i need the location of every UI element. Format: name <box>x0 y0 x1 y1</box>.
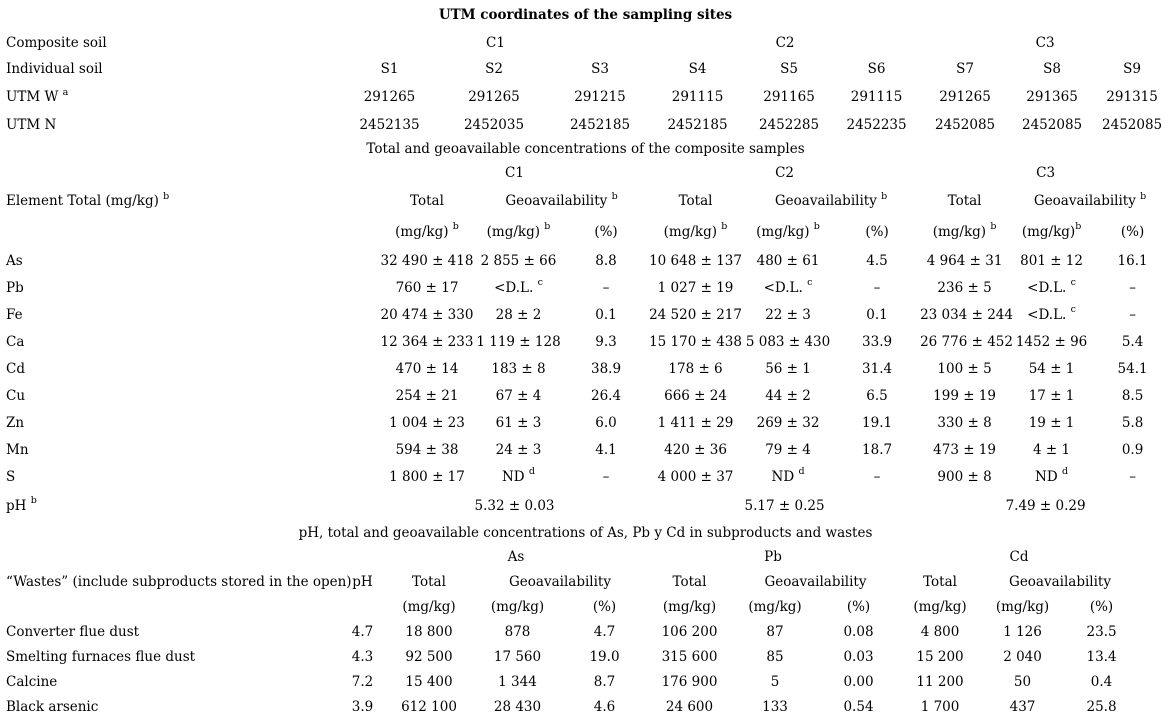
value-cell: 760 ± 17 <box>395 279 459 296</box>
value-cell: 2 040 <box>1003 648 1042 665</box>
value-cell: 6.5 <box>866 387 888 404</box>
value-cell: 4 964 ± 31 <box>926 252 1003 269</box>
value-cell: 10 648 ± 137 <box>649 252 742 269</box>
value-cell: 254 ± 21 <box>395 387 459 404</box>
value-cell: 15 170 ± 438 <box>649 333 742 350</box>
individual-soil-row <box>0 56 1171 82</box>
value-cell: 16.1 <box>1117 252 1148 269</box>
value-cell: 13.4 <box>1086 648 1117 665</box>
value-cell: S3 <box>591 61 609 77</box>
utm-coordinates-table <box>0 30 1171 138</box>
value-cell: S4 <box>688 61 707 77</box>
element-row-mn <box>0 436 1171 463</box>
value-cell: 8.8 <box>595 252 617 269</box>
value-cell: 236 ± 5 <box>937 279 992 296</box>
footnote-marker: c <box>1070 304 1076 315</box>
group-header-cell: Geoavailability <box>509 574 611 590</box>
value-cell: (mg/kg) $^b$ <box>756 221 820 240</box>
value-cell: 291115 <box>850 89 903 105</box>
value-cell: 4 ± 1 <box>1033 441 1071 458</box>
value-cell: 473 ± 19 <box>933 441 996 458</box>
footnote-marker: b <box>611 190 618 202</box>
value-cell: 79 ± 4 <box>765 441 811 458</box>
value-cell: 2452135 <box>359 117 420 133</box>
group-header-cell: C3 <box>1035 35 1055 51</box>
group-header-cell: Geoavailability <box>1009 574 1111 590</box>
utm-n-row <box>0 112 1171 138</box>
value-cell: 178 ± 6 <box>668 360 723 377</box>
footnote-marker: d <box>1061 466 1069 477</box>
row-label: S <box>6 468 16 485</box>
value-cell: 330 ± 8 <box>937 414 992 431</box>
value-cell: 54 ± 1 <box>1028 360 1075 377</box>
waste-row-converter-flue-dust <box>0 619 1139 644</box>
value-cell: 2452185 <box>667 117 728 133</box>
value-cell: 1 119 ± 128 <box>476 333 561 350</box>
group-header-cell: Geoavailability $^b$ <box>1033 190 1147 209</box>
value-cell: (%) <box>1089 599 1114 615</box>
value-cell: ND $^d$ <box>501 466 536 485</box>
row-label: Individual soil <box>6 61 103 77</box>
footnote-marker: b <box>990 221 997 232</box>
value-cell: S5 <box>780 61 798 77</box>
value-cell: 4 000 ± 37 <box>657 468 734 485</box>
value-cell: <D.L. $^c$ <box>763 277 813 296</box>
utm-table-title: UTM coordinates of the sampling sites <box>438 7 733 23</box>
value-cell: (mg/kg) <box>748 599 802 615</box>
value-cell: Total <box>923 574 957 590</box>
value-cell: 199 ± 19 <box>933 387 996 404</box>
value-cell: 0.54 <box>843 698 874 715</box>
value-cell: 11 200 <box>916 673 964 690</box>
unit-header-row <box>0 216 1171 247</box>
value-cell: (mg/kg) $^b$ <box>663 221 728 240</box>
value-cell: 480 ± 61 <box>756 252 820 269</box>
value-cell: 9.3 <box>595 333 617 350</box>
waste-row-black-arsenic <box>0 694 1139 719</box>
row-label <box>0 545 340 569</box>
value-cell: (mg/kg) $^b$ <box>395 221 459 240</box>
value-cell: 50 <box>1013 673 1032 690</box>
value-cell: 291265 <box>939 89 991 105</box>
value-cell: 87 <box>766 623 784 640</box>
value-cell: (%) <box>865 223 889 240</box>
footnote-marker: d <box>528 466 536 477</box>
value-cell: 878 <box>504 623 531 640</box>
element-row-cu <box>0 382 1171 409</box>
value-cell: (%) <box>1120 223 1145 240</box>
value-cell: 85 <box>766 648 784 665</box>
row-label: Element Total (mg/kg) $^b$ <box>6 190 170 209</box>
value-cell: 0.9 <box>1121 441 1144 458</box>
composite-table-section <box>0 138 1171 521</box>
value-cell: 4.6 <box>593 698 616 715</box>
value-cell: (mg/kg) <box>995 599 1050 615</box>
element-row-fe <box>0 301 1171 328</box>
value-cell: 269 ± 32 <box>756 414 820 431</box>
value-cell: 315 600 <box>661 648 718 665</box>
value-cell: 1 800 ± 17 <box>389 468 465 485</box>
footnote-marker: b <box>452 221 459 232</box>
footnote-marker: b <box>163 190 170 202</box>
value-cell: 133 <box>762 698 788 715</box>
value-cell: <D.L. $^c$ <box>1027 277 1076 296</box>
row-label: pH $^b$ <box>6 495 37 514</box>
value-cell: 12 364 ± 233 <box>380 333 474 350</box>
value-cell: <D.L. $^c$ <box>1027 304 1076 323</box>
value-cell: 594 ± 38 <box>395 441 459 458</box>
value-cell: ND $^d$ <box>771 466 805 485</box>
composite-concentrations-table <box>0 160 1171 521</box>
value-cell: 291265 <box>363 89 416 105</box>
value-cell: S1 <box>380 61 399 77</box>
value-cell: 2 855 ± 66 <box>480 252 557 269</box>
value-cell: 0.4 <box>1090 673 1113 690</box>
value-cell: 61 ± 3 <box>495 414 542 431</box>
element-row-zn <box>0 409 1171 436</box>
value-cell: 25.8 <box>1086 698 1117 715</box>
value-cell: (mg/kg) <box>913 599 967 615</box>
value-cell: 6.0 <box>595 414 617 431</box>
value-cell: Total <box>410 193 444 209</box>
value-cell: S2 <box>485 61 503 77</box>
group-header-cell: 5.32 ± 0.03 <box>474 497 555 514</box>
row-label: Fe <box>6 306 23 323</box>
value-cell: 666 ± 24 <box>664 387 727 404</box>
value-cell: 5.8 <box>1121 414 1144 431</box>
value-cell: (%) <box>846 599 871 615</box>
value-cell: 32 490 ± 418 <box>380 252 474 269</box>
value-cell: (mg/kg) $^b$ <box>486 221 551 240</box>
value-cell: 92 500 <box>405 648 453 665</box>
value-cell: 801 ± 12 <box>1020 252 1083 269</box>
value-cell: 17 ± 1 <box>1028 387 1075 404</box>
value-cell: (mg/kg) <box>490 599 545 615</box>
row-label: Cu <box>6 387 26 404</box>
value-cell: 4.7 <box>593 623 616 640</box>
group-header-cell: Geoavailability <box>764 574 867 590</box>
value-cell: 1 411 ± 29 <box>657 414 734 431</box>
value-cell: 1 004 ± 23 <box>389 414 465 431</box>
value-cell: 100 ± 5 <box>937 360 992 377</box>
value-cell: – <box>1129 306 1136 323</box>
footnote-marker: b <box>1075 221 1082 232</box>
row-label: Black arsenic <box>6 698 99 715</box>
row-label: Mn <box>6 441 29 458</box>
footnote-marker: b <box>30 495 37 506</box>
footnote-marker: a <box>62 86 69 98</box>
value-cell: 5 <box>770 673 780 690</box>
group-header-cell: 5.17 ± 0.25 <box>744 497 825 514</box>
value-cell: – <box>873 468 881 485</box>
value-cell: – <box>1129 468 1136 485</box>
value-cell: (mg/kg) <box>662 599 717 615</box>
value-cell: S7 <box>956 61 974 77</box>
row-label: Smelting furnaces flue dust <box>6 648 196 665</box>
value-cell: 15 200 <box>916 648 964 665</box>
value-cell: 19.1 <box>862 414 893 431</box>
value-cell: 176 900 <box>661 673 718 690</box>
value-cell: 4.1 <box>595 441 617 458</box>
value-cell: 18.7 <box>862 441 893 458</box>
value-cell: 24 520 ± 217 <box>649 306 742 323</box>
group-header-row <box>0 545 1139 569</box>
value-cell: 23.5 <box>1086 623 1117 640</box>
value-cell: 291265 <box>468 89 520 105</box>
value-cell: 420 ± 36 <box>664 441 727 458</box>
value-cell: pH <box>352 574 373 590</box>
footnote-marker: b <box>881 190 888 202</box>
value-cell: 26.4 <box>590 387 622 404</box>
value-cell: 15 400 <box>405 673 453 690</box>
wastes-table-section <box>0 521 1171 719</box>
value-cell: 4.7 <box>351 623 374 640</box>
ph-row <box>0 490 1171 521</box>
value-cell: 19 ± 1 <box>1028 414 1075 431</box>
element-row-as <box>0 247 1171 274</box>
composite-table-title: Total and geoavailable concentrations of the composite samples <box>366 141 805 157</box>
value-cell: – <box>1129 279 1136 296</box>
row-label <box>0 595 340 619</box>
group-header-cell: C1 <box>505 165 524 181</box>
value-cell: 2452085 <box>935 117 996 133</box>
value-cell: 19.0 <box>589 648 620 665</box>
value-cell <box>340 595 385 619</box>
value-cell: – <box>602 468 610 485</box>
value-cell: 0.1 <box>866 306 888 323</box>
row-label: Zn <box>6 414 25 431</box>
group-header-cell: Geoavailability $^b$ <box>505 190 618 209</box>
value-cell: 5.4 <box>1121 333 1144 350</box>
row-label: As <box>6 252 23 269</box>
utm-table-section <box>0 0 1171 138</box>
footnote-marker: b <box>813 221 820 232</box>
footnote-marker: c <box>807 277 813 288</box>
footnote-marker: b <box>544 221 551 232</box>
group-header-cell: Pb <box>764 549 782 565</box>
value-cell: (%) <box>592 599 617 615</box>
value-cell: 900 ± 8 <box>937 468 992 485</box>
value-cell: 291215 <box>574 89 626 105</box>
group-header-cell: 7.49 ± 0.29 <box>1005 497 1086 514</box>
row-label: Composite soil <box>6 35 107 51</box>
group-header-cell: Geoavailability $^b$ <box>774 190 888 209</box>
footnote-marker: b <box>721 221 728 232</box>
value-cell: 2452035 <box>463 117 525 133</box>
value-cell: 4.3 <box>351 648 374 665</box>
footnote-marker: d <box>798 466 805 477</box>
element-row-s <box>0 463 1171 490</box>
value-cell: 1 700 <box>920 698 960 715</box>
value-cell: 5 083 ± 430 <box>745 333 831 350</box>
value-cell: 38.9 <box>590 360 622 377</box>
row-label: Calcine <box>6 673 58 690</box>
value-cell: 17 560 <box>493 648 542 665</box>
utm-w-row <box>0 82 1171 112</box>
element-row-ca <box>0 328 1171 355</box>
value-cell: 291165 <box>763 89 815 105</box>
row-label: Converter flue dust <box>6 623 140 640</box>
value-cell: <D.L. $^c$ <box>494 277 543 296</box>
value-cell: S8 <box>1043 61 1061 77</box>
row-label <box>0 216 380 247</box>
value-cell: 1 344 <box>498 673 537 690</box>
value-cell: 67 ± 4 <box>495 387 542 404</box>
group-header-cell: As <box>507 549 525 565</box>
value-cell: 18 800 <box>405 623 453 640</box>
value-cell: 54.1 <box>1117 360 1148 377</box>
footnote-marker: c <box>1070 277 1076 288</box>
value-cell: (mg/kg) <box>402 599 456 615</box>
value-cell: 0.03 <box>843 648 874 665</box>
value-cell: – <box>602 279 610 296</box>
value-cell: 4.5 <box>866 252 888 269</box>
value-cell: Total <box>412 574 446 590</box>
wastes-table-title: pH, total and geoavailable concentrations of As, Pb y Cd in subproducts and wastes <box>298 525 873 541</box>
row-label: UTM W $^a$ <box>6 86 69 105</box>
value-cell: – <box>873 279 881 296</box>
value-cell <box>340 545 385 569</box>
column-header-row <box>0 186 1171 216</box>
value-cell: Total <box>678 193 713 209</box>
value-cell: S9 <box>1123 61 1141 77</box>
value-cell: 24 600 <box>665 698 714 715</box>
value-cell: 22 ± 3 <box>765 306 811 323</box>
value-cell: 56 ± 1 <box>765 360 811 377</box>
value-cell: 31.4 <box>862 360 893 377</box>
waste-row-smelting-furnaces-flue-dust <box>0 644 1139 669</box>
row-label: Ca <box>6 333 25 350</box>
value-cell: 2452085 <box>1022 117 1083 133</box>
value-cell: 106 200 <box>661 623 718 640</box>
wastes-concentrations-table <box>0 545 1139 719</box>
group-header-cell: C2 <box>775 35 795 51</box>
element-row-cd <box>0 355 1171 382</box>
value-cell: 28 430 <box>493 698 542 715</box>
value-cell: $(mg/kg)^b$ <box>1021 221 1082 240</box>
value-cell: 20 474 ± 330 <box>380 306 474 323</box>
row-label: Pb <box>6 279 24 296</box>
row-label: Cd <box>6 360 25 377</box>
footnote-marker: b <box>1140 190 1147 202</box>
unit-header-row <box>0 595 1139 619</box>
value-cell: Total <box>947 193 982 209</box>
group-header-row <box>0 160 1171 186</box>
value-cell: 612 100 <box>401 698 457 715</box>
row-label: UTM N <box>6 117 57 133</box>
value-cell: 0.1 <box>595 306 617 323</box>
value-cell: 8.7 <box>593 673 616 690</box>
value-cell: 2452235 <box>846 117 907 133</box>
value-cell: 26 776 ± 452 <box>920 333 1013 350</box>
value-cell: (%) <box>594 223 618 240</box>
value-cell: Total <box>672 574 707 590</box>
value-cell: 183 ± 8 <box>491 360 546 377</box>
value-cell: 437 <box>1009 698 1036 715</box>
value-cell: 1 126 <box>1003 623 1042 640</box>
value-cell: 44 ± 2 <box>765 387 811 404</box>
value-cell: 1452 ± 96 <box>1015 333 1088 350</box>
value-cell: 470 ± 14 <box>395 360 459 377</box>
value-cell: S6 <box>867 61 886 77</box>
value-cell: 24 ± 3 <box>495 441 542 458</box>
value-cell: 3.9 <box>351 698 374 715</box>
row-label <box>0 160 380 186</box>
value-cell: 2452085 <box>1102 117 1163 133</box>
group-header-cell: C1 <box>486 35 505 51</box>
column-header-row <box>0 569 1139 595</box>
value-cell: 0.00 <box>843 673 874 690</box>
group-header-cell: C2 <box>775 165 794 181</box>
group-header-cell: Cd <box>1009 549 1029 565</box>
composite-soil-row <box>0 30 1171 56</box>
value-cell: ND $^d$ <box>1035 466 1069 485</box>
waste-row-calcine <box>0 669 1139 694</box>
value-cell: 291315 <box>1106 89 1158 105</box>
value-cell: 0.08 <box>843 623 874 640</box>
value-cell: 4 800 <box>920 623 960 640</box>
value-cell: 8.5 <box>1121 387 1144 404</box>
value-cell: 291365 <box>1026 89 1078 105</box>
value-cell: 28 ± 2 <box>495 306 542 323</box>
group-header-cell: C3 <box>1036 165 1056 181</box>
footnote-marker: c <box>537 277 543 288</box>
value-cell: (mg/kg) $^b$ <box>932 221 997 240</box>
value-cell: 7.2 <box>351 673 374 690</box>
element-row-pb <box>0 274 1171 301</box>
value-cell: 291115 <box>671 89 724 105</box>
value-cell: 2452285 <box>758 117 820 133</box>
value-cell: 1 027 ± 19 <box>657 279 734 296</box>
row-label: “Wastes” (include subproducts stored in the open) <box>6 574 352 590</box>
value-cell: 2452185 <box>569 117 631 133</box>
value-cell: 33.9 <box>862 333 893 350</box>
value-cell: 23 034 ± 244 <box>920 306 1013 323</box>
